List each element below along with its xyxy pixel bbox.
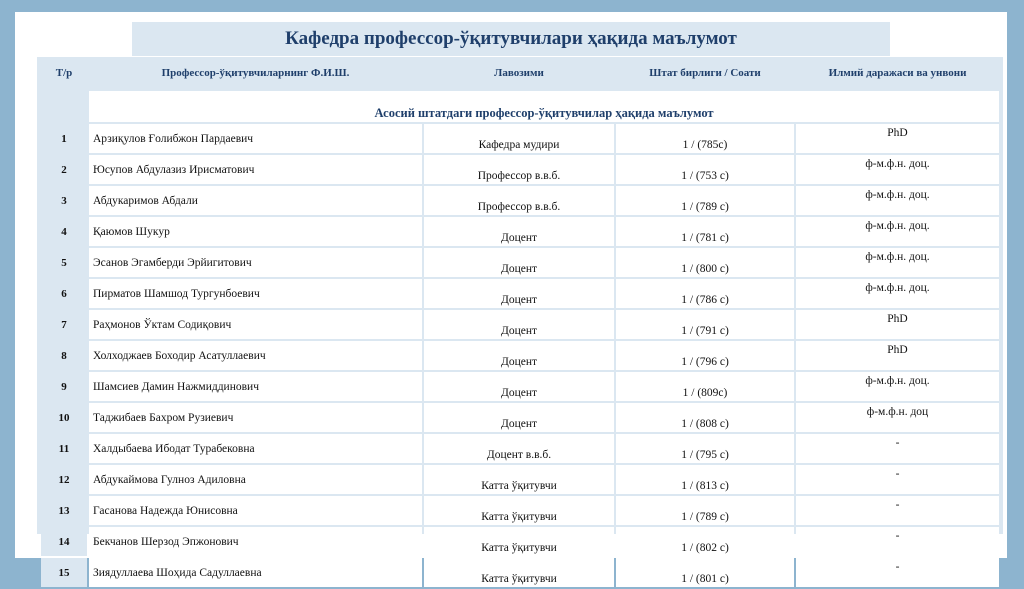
academic-degree: - — [796, 558, 999, 587]
table-row — [41, 341, 999, 370]
academic-degree: PhD — [796, 341, 999, 370]
teacher-name: Арзиқулов Ғолибжон Пардаевич — [89, 124, 422, 153]
row-number: 6 — [41, 279, 87, 308]
table-row — [41, 279, 999, 308]
academic-degree: ф-м.ф.н. доц. — [796, 372, 999, 401]
staff-unit: 1 / (796 с) — [616, 341, 794, 370]
academic-degree: ф-м.ф.н. доц — [796, 403, 999, 432]
position: Кафедра мудири — [424, 124, 614, 153]
staff-unit: 1 / (801 с) — [616, 558, 794, 587]
academic-degree: ф-м.ф.н. доц. — [796, 217, 999, 246]
staff-table — [39, 58, 1001, 589]
academic-degree: ф-м.ф.н. доц. — [796, 248, 999, 277]
row-number: 9 — [41, 372, 87, 401]
position: Доцент — [424, 341, 614, 370]
staff-unit: 1 / (781 с) — [616, 217, 794, 246]
position: Катта ўқитувчи — [424, 558, 614, 587]
staff-unit: 1 / (785с) — [616, 124, 794, 153]
staff-unit: 1 / (813 с) — [616, 465, 794, 494]
section-title: Асосий штатдаги профессор-ўқитувчилар ҳақида маълумот — [89, 91, 999, 122]
table-row — [41, 186, 999, 215]
position: Доцент — [424, 248, 614, 277]
position: Профессор в.в.б. — [424, 186, 614, 215]
teacher-name: Зиядуллаева Шоҳида Садуллаевна — [89, 558, 422, 587]
academic-degree: - — [796, 527, 999, 556]
staff-unit: 1 / (808 с) — [616, 403, 794, 432]
spacer-row — [41, 88, 999, 89]
row-number: 14 — [41, 527, 87, 556]
section-header-row — [41, 91, 999, 122]
academic-degree: ф-м.ф.н. доц. — [796, 155, 999, 184]
row-number: 12 — [41, 465, 87, 494]
table-row — [41, 527, 999, 556]
academic-degree: PhD — [796, 124, 999, 153]
position: Доцент — [424, 279, 614, 308]
academic-degree: - — [796, 465, 999, 494]
table-row — [41, 496, 999, 525]
academic-degree: ф-м.ф.н. доц. — [796, 279, 999, 308]
academic-degree: - — [796, 434, 999, 463]
row-number: 15 — [41, 558, 87, 587]
row-number: 10 — [41, 403, 87, 432]
table-row — [41, 372, 999, 401]
teacher-name: Шамсиев Дамин Нажмиддинович — [89, 372, 422, 401]
teacher-name: Бекчанов Шерзод Эпжонович — [89, 527, 422, 556]
teacher-name: Холходжаев Боходир Асатуллаевич — [89, 341, 422, 370]
row-number: 11 — [41, 434, 87, 463]
position: Доцент — [424, 372, 614, 401]
table-row — [41, 403, 999, 432]
header-staff: Штат бирлиги / Соати — [616, 60, 794, 86]
header-degree: Илмий даражаси ва унвони — [796, 60, 999, 86]
row-number: 13 — [41, 496, 87, 525]
position: Катта ўқитувчи — [424, 527, 614, 556]
academic-degree: PhD — [796, 310, 999, 339]
staff-unit: 1 / (795 с) — [616, 434, 794, 463]
staff-unit: 1 / (791 с) — [616, 310, 794, 339]
teacher-name: Таджибаев Бахром Рузиевич — [89, 403, 422, 432]
staff-unit: 1 / (809с) — [616, 372, 794, 401]
row-number: 3 — [41, 186, 87, 215]
position: Доцент — [424, 403, 614, 432]
table-row — [41, 155, 999, 184]
position: Катта ўқитувчи — [424, 496, 614, 525]
table-row — [41, 465, 999, 494]
header-name: Профессор-ўқитувчиларнинг Ф.И.Ш. — [89, 60, 422, 86]
teacher-name: Раҳмонов Ўктам Содиқович — [89, 310, 422, 339]
table-row — [41, 558, 999, 587]
row-number: 2 — [41, 155, 87, 184]
staff-table-container — [37, 57, 1003, 585]
teacher-name: Юсупов Абдулазиз Ирисматович — [89, 155, 422, 184]
row-number: 4 — [41, 217, 87, 246]
table-row — [41, 124, 999, 153]
position: Доцент в.в.б. — [424, 434, 614, 463]
staff-unit: 1 / (753 с) — [616, 155, 794, 184]
position: Доцент — [424, 217, 614, 246]
academic-degree: ф-м.ф.н. доц. — [796, 186, 999, 215]
page-title: Кафедра профессор-ўқитувчилари ҳақида маълумот — [132, 22, 890, 56]
table-row — [41, 434, 999, 463]
header-position: Лавозими — [424, 60, 614, 86]
row-number: 7 — [41, 310, 87, 339]
row-number: 1 — [41, 124, 87, 153]
row-number: 8 — [41, 341, 87, 370]
table-row — [41, 248, 999, 277]
staff-unit: 1 / (786 с) — [616, 279, 794, 308]
teacher-name: Қаюмов Шукур — [89, 217, 422, 246]
staff-unit: 1 / (802 с) — [616, 527, 794, 556]
section-num-cell — [41, 91, 87, 122]
position: Доцент — [424, 310, 614, 339]
position: Катта ўқитувчи — [424, 465, 614, 494]
header-num: Т/р — [41, 60, 87, 86]
table-header-row — [41, 60, 999, 86]
row-number: 5 — [41, 248, 87, 277]
table-row — [41, 310, 999, 339]
academic-degree: - — [796, 496, 999, 525]
staff-unit: 1 / (789 с) — [616, 186, 794, 215]
teacher-name: Эсанов Эгамберди Эрйигитович — [89, 248, 422, 277]
teacher-name: Абдукаймова Гулноз Адиловна — [89, 465, 422, 494]
position: Профессор в.в.б. — [424, 155, 614, 184]
slide — [15, 12, 1007, 585]
teacher-name: Пирматов Шамшод Тургунбоевич — [89, 279, 422, 308]
staff-unit: 1 / (789 с) — [616, 496, 794, 525]
table-row — [41, 217, 999, 246]
teacher-name: Халдыбаева Ибодат Турабековна — [89, 434, 422, 463]
teacher-name: Гасанова Надежда Юнисовна — [89, 496, 422, 525]
staff-unit: 1 / (800 с) — [616, 248, 794, 277]
teacher-name: Абдукаримов Абдали — [89, 186, 422, 215]
